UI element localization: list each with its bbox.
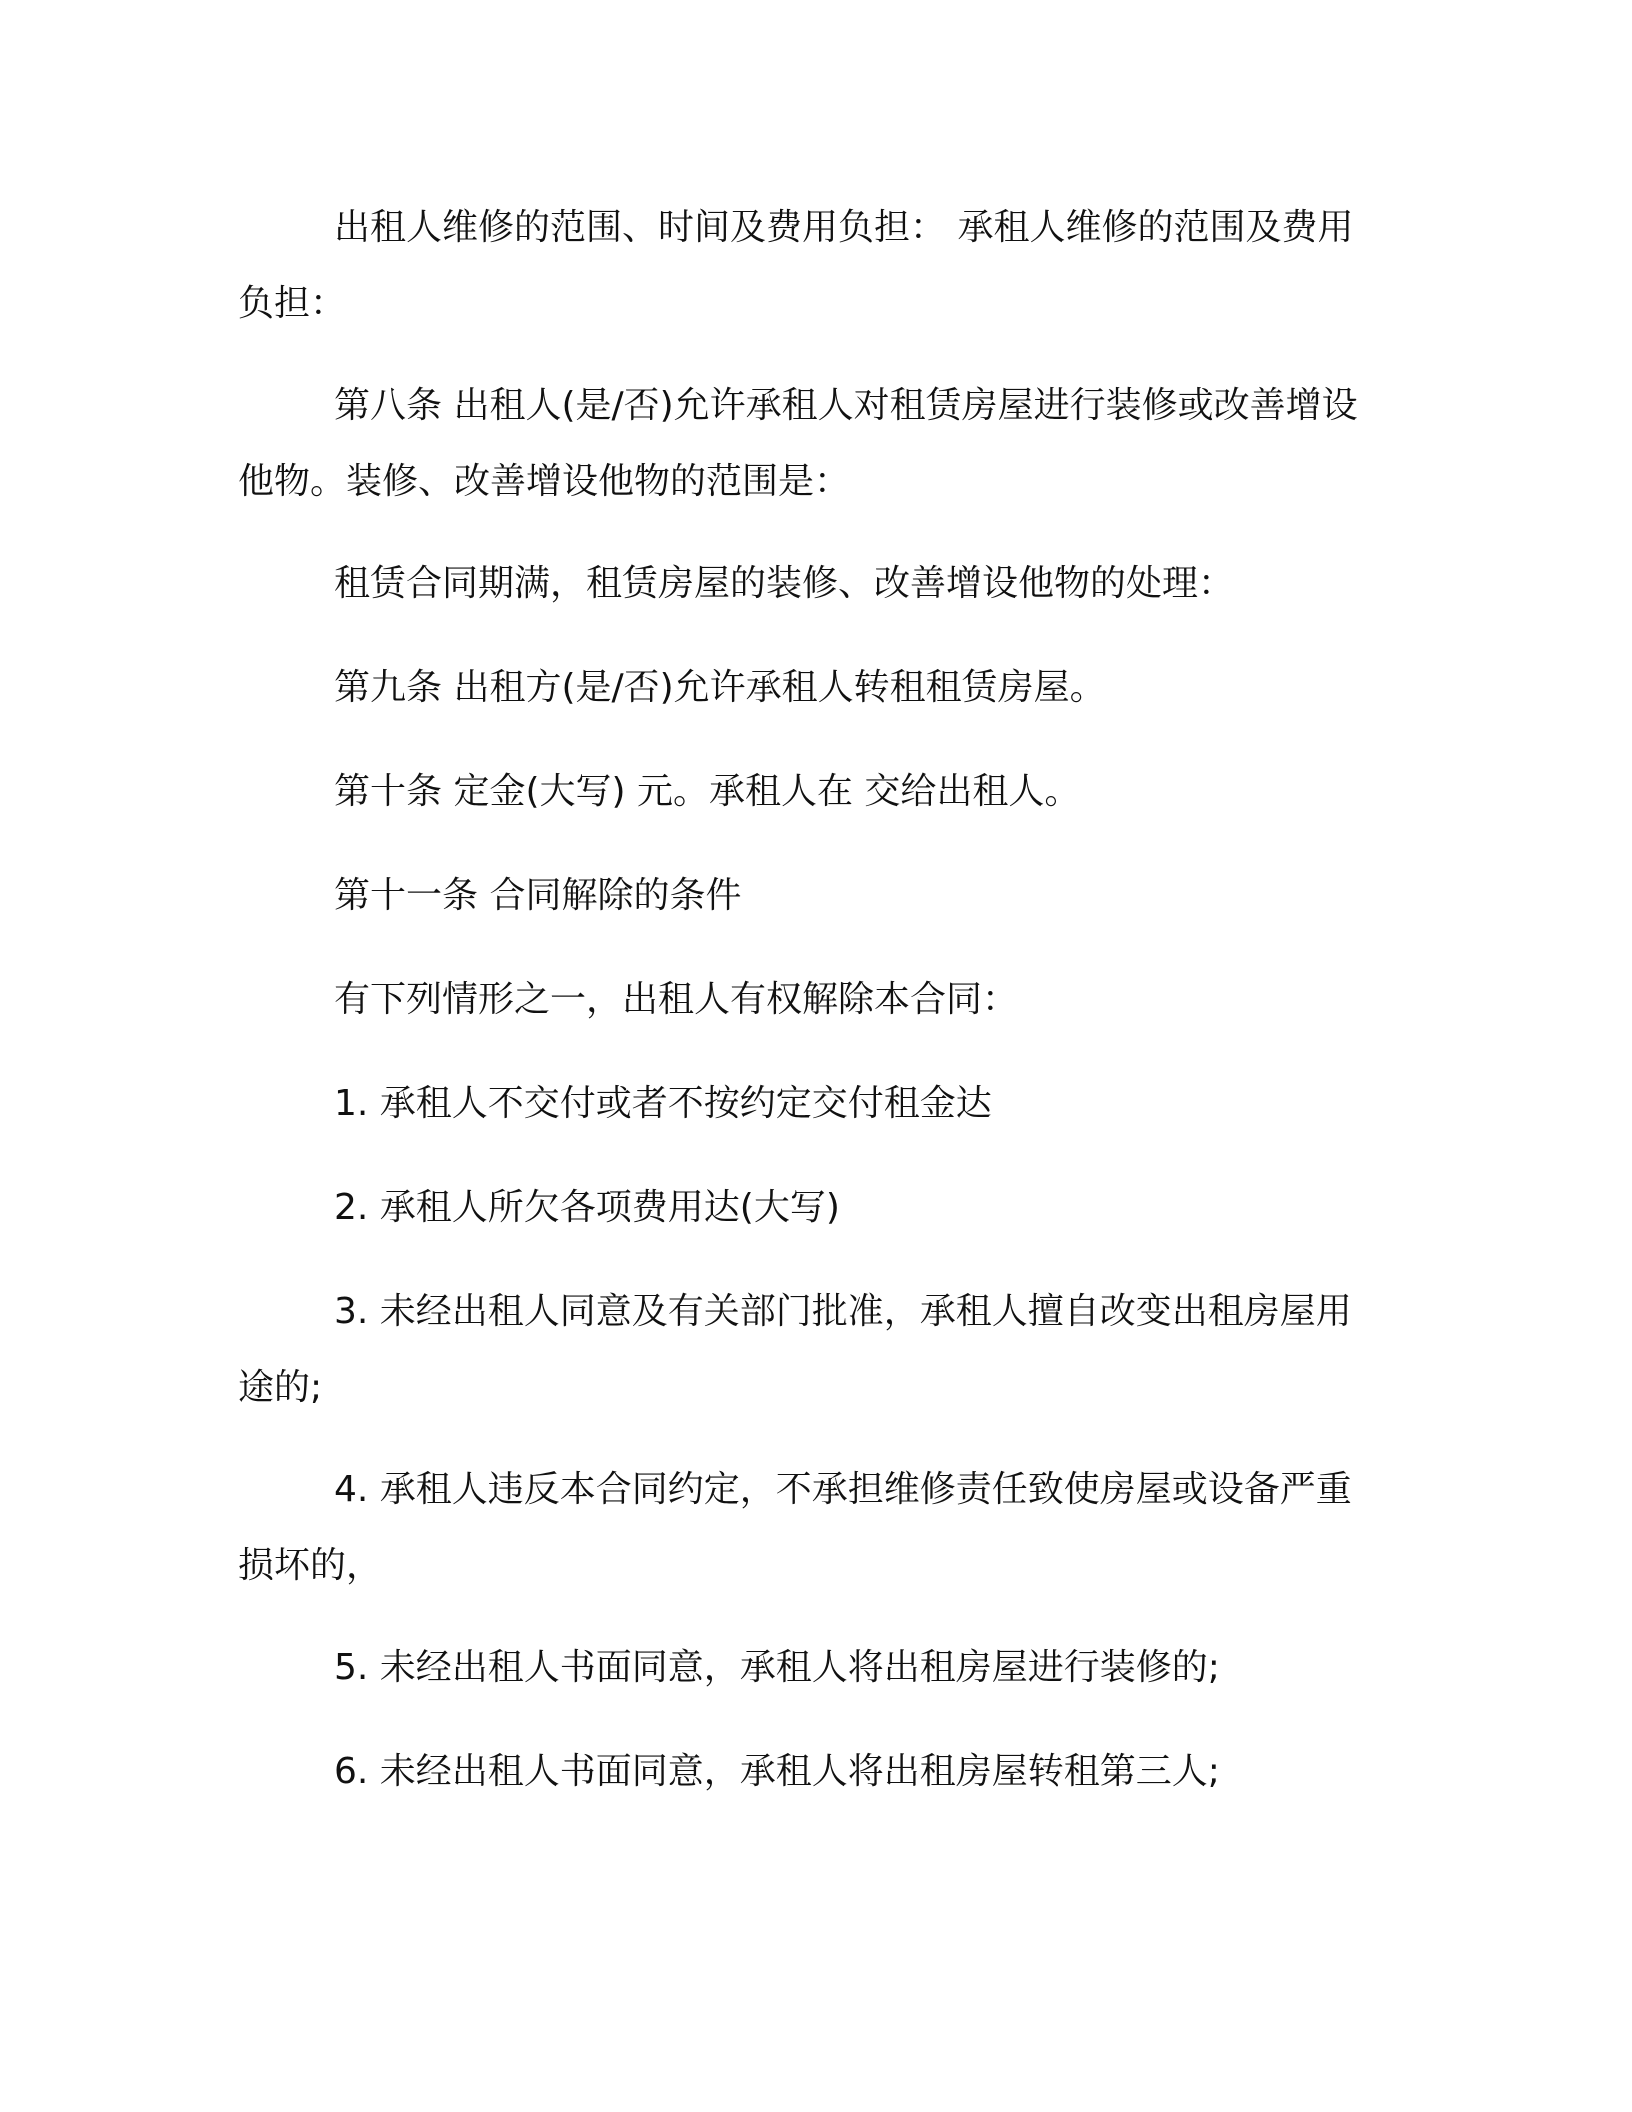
list-item-1: 1. 承租人不交付或者不按约定交付租金达 bbox=[334, 1083, 992, 1124]
paragraph-article-10: 第十条 定金(大写) 元。承租人在 交给出租人。 bbox=[334, 771, 1081, 812]
list-item-3: 3. 未经出租人同意及有关部门批准，承租人擅自改变出租房屋用途的; bbox=[238, 1291, 1352, 1408]
list-item-5: 5. 未经出租人书面同意，承租人将出租房屋进行装修的; bbox=[334, 1647, 1220, 1688]
paragraph-article-11: 第十一条 合同解除的条件 bbox=[334, 875, 742, 916]
paragraph-article-9: 第九条 出租方(是/否)允许承租人转租租赁房屋。 bbox=[334, 667, 1106, 708]
paragraph-lease-expiry: 租赁合同期满，租赁房屋的装修、改善增设他物的处理： bbox=[334, 563, 1235, 604]
document-body bbox=[238, 190, 1374, 1838]
paragraph-termination-intro: 有下列情形之一，出租人有权解除本合同： bbox=[334, 979, 1019, 1020]
paragraph-repair-scope: 出租人维修的范围、时间及费用负担： 承租人维修的范围及费用负担： bbox=[238, 207, 1354, 324]
paragraph-article-8: 第八条 出租人(是/否)允许承租人对租赁房屋进行装修或改善增设他物。装修、改善增设他物的范围是： bbox=[238, 385, 1358, 502]
list-item-6: 6. 未经出租人书面同意，承租人将出租房屋转租第三人; bbox=[334, 1751, 1220, 1792]
list-item-4: 4. 承租人违反本合同约定，不承担维修责任致使房屋或设备严重损坏的， bbox=[238, 1469, 1352, 1586]
list-item-2: 2. 承租人所欠各项费用达(大写) bbox=[334, 1187, 840, 1228]
